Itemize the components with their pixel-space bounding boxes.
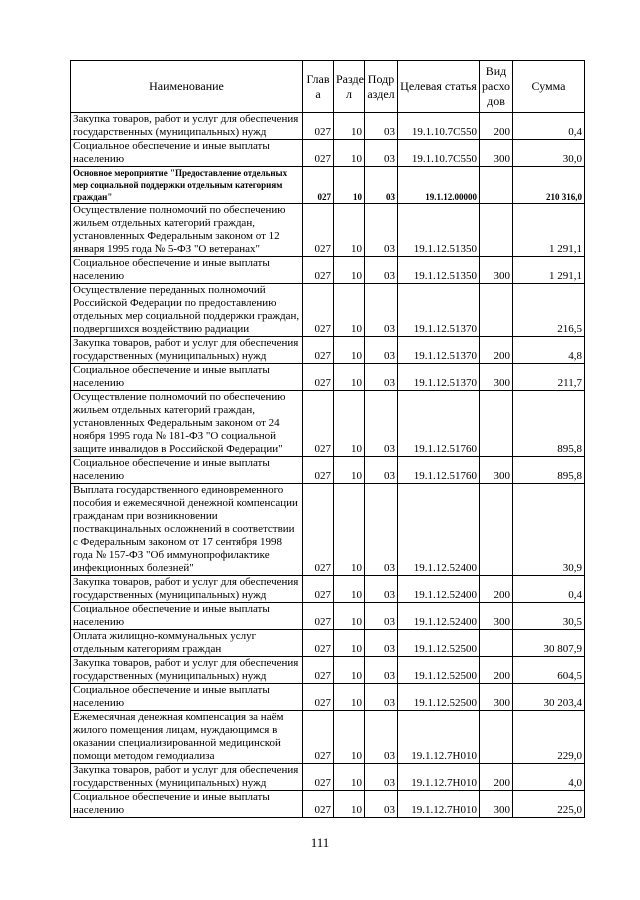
row-razdel-cell: 10 — [334, 457, 365, 484]
row-sum-cell: 30,5 — [513, 603, 585, 630]
row-name-cell: Социальное обеспечение и иные выплаты населению — [71, 791, 303, 818]
row-vid-cell — [480, 711, 513, 764]
row-razdel-cell: 10 — [334, 630, 365, 657]
row-sum-cell: 1 291,1 — [513, 257, 585, 284]
row-razdel-cell: 10 — [334, 576, 365, 603]
table-row — [71, 140, 585, 167]
row-glava-cell: 027 — [303, 257, 334, 284]
table-body — [71, 113, 585, 818]
row-razdel-cell: 10 — [334, 257, 365, 284]
row-podrazdel-cell: 03 — [365, 711, 398, 764]
row-sum-cell: 229,0 — [513, 711, 585, 764]
table-row — [71, 457, 585, 484]
row-podrazdel-cell: 03 — [365, 657, 398, 684]
row-article-cell: 19.1.12.52400 — [398, 603, 480, 630]
row-glava-cell: 027 — [303, 764, 334, 791]
row-name-cell: Оплата жилищно-коммунальных услуг отдельным категориям граждан — [71, 630, 303, 657]
header-podrazdel: Подр аздел — [365, 61, 398, 113]
row-razdel-cell: 10 — [334, 113, 365, 140]
row-podrazdel-cell: 03 — [365, 204, 398, 257]
row-name-cell: Закупка товаров, работ и услуг для обеспечения государственных (муниципальных) нужд — [71, 337, 303, 364]
row-vid-cell: 200 — [480, 657, 513, 684]
row-article-cell: 19.1.12.00000 — [398, 167, 480, 204]
table-row — [71, 113, 585, 140]
header-glava: Глав а — [303, 61, 334, 113]
table-row — [71, 630, 585, 657]
table-row — [71, 204, 585, 257]
row-razdel-cell: 10 — [334, 140, 365, 167]
row-glava-cell: 027 — [303, 204, 334, 257]
row-podrazdel-cell: 03 — [365, 603, 398, 630]
row-sum-cell: 4,0 — [513, 764, 585, 791]
row-sum-cell: 4,8 — [513, 337, 585, 364]
row-article-cell: 19.1.12.51350 — [398, 204, 480, 257]
row-article-cell: 19.1.12.52500 — [398, 684, 480, 711]
row-glava-cell: 027 — [303, 791, 334, 818]
table-row — [71, 391, 585, 457]
row-podrazdel-cell: 03 — [365, 257, 398, 284]
row-sum-cell: 30,0 — [513, 140, 585, 167]
row-name-cell: Социальное обеспечение и иные выплаты населению — [71, 603, 303, 630]
row-name-cell: Закупка товаров, работ и услуг для обеспечения государственных (муниципальных) нужд — [71, 113, 303, 140]
row-sum-cell: 30 807,9 — [513, 630, 585, 657]
row-name-cell: Социальное обеспечение и иные выплаты населению — [71, 364, 303, 391]
row-razdel-cell: 10 — [334, 711, 365, 764]
budget-table — [70, 60, 585, 818]
table-row — [71, 711, 585, 764]
row-razdel-cell: 10 — [334, 791, 365, 818]
row-podrazdel-cell: 03 — [365, 391, 398, 457]
header-razdel: Разде л — [334, 61, 365, 113]
row-name-cell: Основное мероприятие "Предоставление отдельных мер социальной поддержки отдельным категориям граждан" — [71, 167, 303, 204]
row-article-cell: 19.1.12.7Н010 — [398, 764, 480, 791]
row-podrazdel-cell: 03 — [365, 167, 398, 204]
row-article-cell: 19.1.12.51370 — [398, 364, 480, 391]
row-razdel-cell: 10 — [334, 484, 365, 576]
row-sum-cell: 210 316,0 — [513, 167, 585, 204]
row-glava-cell: 027 — [303, 711, 334, 764]
row-razdel-cell: 10 — [334, 284, 365, 337]
row-glava-cell: 027 — [303, 113, 334, 140]
row-vid-cell: 300 — [480, 364, 513, 391]
row-article-cell: 19.1.12.52400 — [398, 484, 480, 576]
row-razdel-cell: 10 — [334, 204, 365, 257]
table-row — [71, 284, 585, 337]
table-header-row — [71, 61, 585, 113]
row-article-cell: 19.1.12.7Н010 — [398, 711, 480, 764]
header-article: Целевая статья — [398, 61, 480, 113]
row-vid-cell — [480, 484, 513, 576]
row-podrazdel-cell: 03 — [365, 684, 398, 711]
row-podrazdel-cell: 03 — [365, 364, 398, 391]
row-article-cell: 19.1.12.7Н010 — [398, 791, 480, 818]
row-article-cell: 19.1.12.51370 — [398, 284, 480, 337]
row-vid-cell: 200 — [480, 576, 513, 603]
row-podrazdel-cell: 03 — [365, 457, 398, 484]
row-vid-cell: 300 — [480, 791, 513, 818]
row-razdel-cell: 10 — [334, 603, 365, 630]
row-podrazdel-cell: 03 — [365, 576, 398, 603]
table-row — [71, 576, 585, 603]
row-vid-cell: 300 — [480, 684, 513, 711]
table-row — [71, 764, 585, 791]
row-vid-cell: 300 — [480, 457, 513, 484]
row-podrazdel-cell: 03 — [365, 337, 398, 364]
row-sum-cell: 30,9 — [513, 484, 585, 576]
row-vid-cell: 200 — [480, 337, 513, 364]
row-vid-cell — [480, 630, 513, 657]
row-name-cell: Социальное обеспечение и иные выплаты населению — [71, 684, 303, 711]
row-glava-cell: 027 — [303, 657, 334, 684]
row-vid-cell — [480, 167, 513, 204]
row-sum-cell: 30 203,4 — [513, 684, 585, 711]
row-article-cell: 19.1.12.52500 — [398, 657, 480, 684]
row-name-cell: Социальное обеспечение и иные выплаты населению — [71, 140, 303, 167]
row-glava-cell: 027 — [303, 684, 334, 711]
row-vid-cell: 200 — [480, 113, 513, 140]
row-podrazdel-cell: 03 — [365, 140, 398, 167]
row-sum-cell: 0,4 — [513, 576, 585, 603]
row-name-cell: Закупка товаров, работ и услуг для обеспечения государственных (муниципальных) нужд — [71, 657, 303, 684]
row-sum-cell: 225,0 — [513, 791, 585, 818]
row-sum-cell: 895,8 — [513, 457, 585, 484]
row-vid-cell — [480, 204, 513, 257]
table-row — [71, 684, 585, 711]
row-glava-cell: 027 — [303, 364, 334, 391]
row-razdel-cell: 10 — [334, 764, 365, 791]
row-razdel-cell: 10 — [334, 684, 365, 711]
table-row — [71, 257, 585, 284]
page-number: 111 — [310, 835, 330, 850]
row-article-cell: 19.1.10.7С550 — [398, 113, 480, 140]
row-sum-cell: 216,5 — [513, 284, 585, 337]
table-row — [71, 603, 585, 630]
table-row — [71, 167, 585, 204]
table-row — [71, 484, 585, 576]
row-vid-cell — [480, 391, 513, 457]
row-name-cell: Социальное обеспечение и иные выплаты населению — [71, 457, 303, 484]
table-row — [71, 337, 585, 364]
row-glava-cell: 027 — [303, 630, 334, 657]
header-name: Наименование — [71, 61, 303, 113]
row-glava-cell: 027 — [303, 337, 334, 364]
row-sum-cell: 211,7 — [513, 364, 585, 391]
row-name-cell: Осуществление полномочий по обеспечению жильем отдельных категорий граждан, установленных Федеральным законом от 12 января 1995 года № 5-ФЗ "О ветеранах" — [71, 204, 303, 257]
row-article-cell: 19.1.12.51760 — [398, 457, 480, 484]
row-vid-cell: 300 — [480, 603, 513, 630]
row-podrazdel-cell: 03 — [365, 484, 398, 576]
row-article-cell: 19.1.10.7С550 — [398, 140, 480, 167]
row-name-cell: Ежемесячная денежная компенсация за наём жилого помещения лицам, нуждающимся в оказании специализированной медицинской помощи методом гемодиализа — [71, 711, 303, 764]
header-vid: Вид расхо дов — [480, 61, 513, 113]
row-sum-cell: 604,5 — [513, 657, 585, 684]
row-vid-cell: 300 — [480, 257, 513, 284]
row-name-cell: Выплата государственного единовременного пособия и ежемесячной денежной компенсации гражданам при возникновении поствакцинальных осложнений в соответствии с Федеральным законом от 17 сентября 1998 года № 157-ФЗ "Об иммунопрофилактике инфекционных болезней" — [71, 484, 303, 576]
table-row — [71, 791, 585, 818]
row-vid-cell: 300 — [480, 140, 513, 167]
row-glava-cell: 027 — [303, 167, 334, 204]
header-sum: Сумма — [513, 61, 585, 113]
row-name-cell: Осуществление переданных полномочий Российской Федерации по предоставлению отдельных мер социальной поддержки граждан, подвергшихся воздействию радиации — [71, 284, 303, 337]
row-glava-cell: 027 — [303, 457, 334, 484]
row-podrazdel-cell: 03 — [365, 630, 398, 657]
row-sum-cell: 0,4 — [513, 113, 585, 140]
row-article-cell: 19.1.12.52500 — [398, 630, 480, 657]
row-name-cell: Осуществление полномочий по обеспечению жильем отдельных категорий граждан, установленных Федеральным законом от 24 ноября 1995 года № 181-ФЗ "О социальной защите инвалидов в Российской Федерации" — [71, 391, 303, 457]
row-razdel-cell: 10 — [334, 167, 365, 204]
row-name-cell: Закупка товаров, работ и услуг для обеспечения государственных (муниципальных) нужд — [71, 576, 303, 603]
row-razdel-cell: 10 — [334, 337, 365, 364]
row-article-cell: 19.1.12.51350 — [398, 257, 480, 284]
row-name-cell: Закупка товаров, работ и услуг для обеспечения государственных (муниципальных) нужд — [71, 764, 303, 791]
row-podrazdel-cell: 03 — [365, 764, 398, 791]
row-name-cell: Социальное обеспечение и иные выплаты населению — [71, 257, 303, 284]
budget-table-container — [70, 60, 584, 818]
row-article-cell: 19.1.12.51370 — [398, 337, 480, 364]
row-podrazdel-cell: 03 — [365, 284, 398, 337]
row-article-cell: 19.1.12.52400 — [398, 576, 480, 603]
row-razdel-cell: 10 — [334, 391, 365, 457]
table-row — [71, 364, 585, 391]
row-article-cell: 19.1.12.51760 — [398, 391, 480, 457]
table-row — [71, 657, 585, 684]
row-sum-cell: 895,8 — [513, 391, 585, 457]
row-razdel-cell: 10 — [334, 657, 365, 684]
row-vid-cell — [480, 284, 513, 337]
row-sum-cell: 1 291,1 — [513, 204, 585, 257]
row-vid-cell: 200 — [480, 764, 513, 791]
row-glava-cell: 027 — [303, 140, 334, 167]
row-razdel-cell: 10 — [334, 364, 365, 391]
row-glava-cell: 027 — [303, 603, 334, 630]
row-glava-cell: 027 — [303, 576, 334, 603]
row-glava-cell: 027 — [303, 284, 334, 337]
row-podrazdel-cell: 03 — [365, 113, 398, 140]
row-podrazdel-cell: 03 — [365, 791, 398, 818]
row-glava-cell: 027 — [303, 391, 334, 457]
row-glava-cell: 027 — [303, 484, 334, 576]
